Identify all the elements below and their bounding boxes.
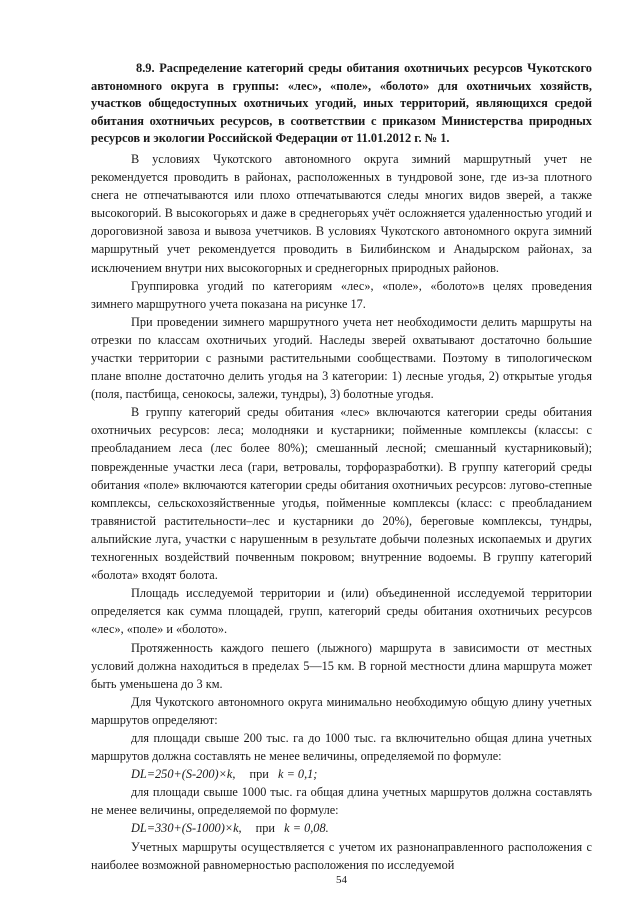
paragraph-10: Учетных маршруты осуществляется с учетом их разнонаправленного расположения с наиболее возможной равномерностью расположения по исследуемой bbox=[91, 839, 592, 872]
paragraph-3: При проведении зимнего маршрутного учета нет необходимости делить маршруты на отрезки по классам охотничьих угодий. Наследы зверей охватывают достаточно большие участки территории с разными растительными сообществами. Поэтому в типологическом плане вполне достаточно делить угодья на 3 категории: 1) лесные угодья, 2) открытые угодья (поля, пастбища, сенокосы, залежи, тундры), 3) болотные угодья. bbox=[91, 314, 592, 402]
paragraph-8: для площади свыше 200 тыс. га до 1000 тыс. га включительно общая длина учетных маршрутов должна составлять не менее величины, определяемой по формуле: bbox=[91, 730, 592, 764]
section-heading bbox=[91, 60, 592, 148]
paragraph-2: Группировка угодий по категориям «лес», «поле», «болото»в целях проведения зимнего маршрутного учета показана на рисунке 17. bbox=[91, 278, 592, 311]
paragraph-4: В группу категорий среды обитания «лес» включаются категории среды обитания охотничьих ресурсов: леса; молодняки и кустарники; пойменные комплексы (классы: с преобладанием леса (лес более 80%); смешанный лесной; смешанный кустарниковый); поврежденные участки леса (гари, ветровалы, торфоразработки). В группу категорий среды обитания «поле» включаются категории среды обитания охотничьих ресурсов: лугово-степные комплексы, сельскохозяйственные угодья, пойменные комплексы (класс: с преобладанием травянистой растительности–лес и кустарники до 20%), береговые комплексы, тундры, альпийские луга, участки с нарушенным в результате добычи полезных ископаемых и других техногенных воздействий почвенным покровом; внутренние водоемы. В группу категорий «болота» входят болота. bbox=[91, 405, 592, 583]
formula-2-cond: k = 0,08. bbox=[284, 821, 329, 836]
formula-1 bbox=[91, 765, 592, 783]
formula-1-when: при bbox=[249, 767, 269, 782]
section-title: Распределение категорий среды обитания охотничьих ресурсов Чукотского автономного округа в группы: «лес», «поле», «болото» для охотничьих хозяйств, участков общедоступных охотничьих угодий, иных территорий, являющихся средой обитания охотничьих ресурсов, в соответствии с приказом Министерства природных ресурсов и экологии Российской Федерации от 11.01.2012 г. № 1. bbox=[91, 61, 592, 146]
paragraph-5: Площадь исследуемой территории и (или) объединенной исследуемой территории определяется как сумма площадей, групп, категорий среды обитания охотничьих ресурсов «лес», «поле» и «болото». bbox=[91, 586, 592, 637]
section-number: 8.9. bbox=[136, 61, 155, 75]
paragraph-7: Для Чукотского автономного округа минимально необходимую общую длину учетных маршрутов определяют: bbox=[91, 694, 592, 727]
paragraph-1: В условиях Чукотского автономного округа зимний маршрутный учет не рекомендуется проводить в районах, расположенных в тундровой зоне, где из-за плотного снега не отпечатываются или плохо отпечатываются следы многих видов зверей, а также высокогорий. В высокогорьях и даже в среднегорьях учёт осложняется удаленностью угодий и дороговизной завоза и вывоза учетчиков. В условиях Чукотского автономного округа зимний маршрутный учет рекомендуется проводить в Билибинском и Анадырском районах, за исключением внутри них высокогорных и среднегорных природных районов. bbox=[91, 151, 592, 275]
paragraph-9: для площади свыше 1000 тыс. га общая длина учетных маршрутов должна составлять не менее величины, определяемой по формуле: bbox=[91, 785, 592, 818]
page-number: 54 bbox=[336, 874, 347, 886]
paragraph-6: Протяженность каждого пешего (лыжного) маршрута в зависимости от местных условий должна находиться в пределах 5—15 км. В горной местности длина маршрута может быть уменьшена до 3 км. bbox=[91, 640, 592, 691]
formula-1-cond: k = 0,1; bbox=[278, 767, 318, 782]
formula-2-when: при bbox=[255, 821, 275, 836]
formula-1-expr: DL=250+(S-200)×k, bbox=[131, 767, 236, 782]
formula-2 bbox=[91, 819, 592, 837]
formula-2-expr: DL=330+(S-1000)×k, bbox=[131, 821, 242, 836]
